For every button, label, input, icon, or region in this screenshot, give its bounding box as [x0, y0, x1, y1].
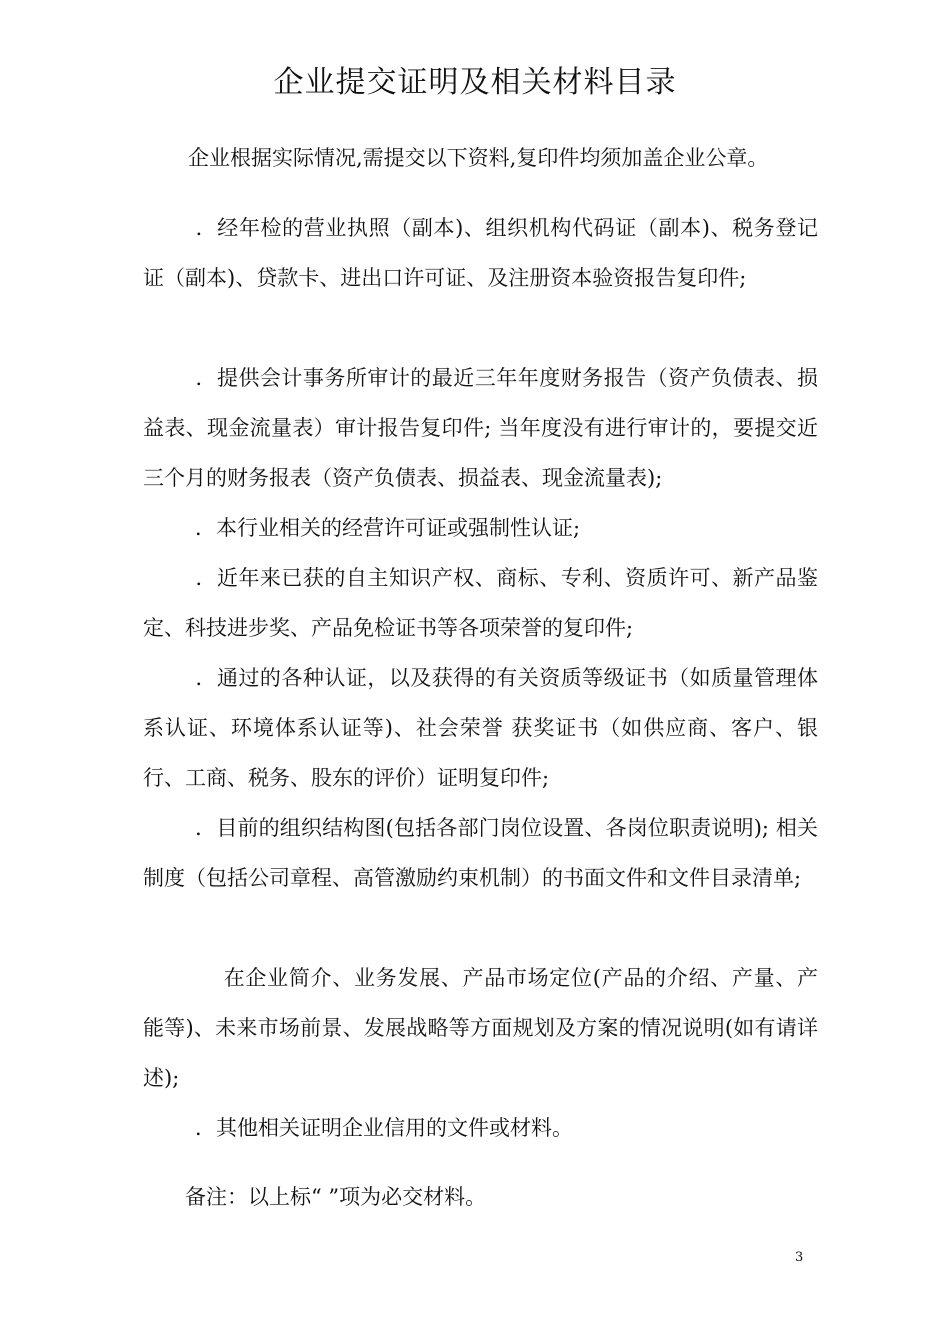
list-item-industry-license: [143, 503, 818, 553]
document-title: 企业提交证明及相关材料目录: [273, 65, 677, 100]
list-item-text: ．其他相关证明企业信用的文件或材料。: [195, 1116, 573, 1140]
list-item-text: ．经年检的营业执照（副本)、组织机构代码证（副本)、税务登记证（副本)、贷款卡、进出口许可证、及注册资本验资报告复印件;: [143, 216, 818, 290]
list-item-text: ．近年来已获的自主知识产权、商标、专利、资质许可、新产品鉴定、科技进步奖、产品免检证书等各项荣誉的复印件;: [143, 566, 818, 640]
list-item-text: ．目前的组织结构图(包括各部门岗位设置、各岗位职责说明); 相关制度（包括公司章程、高管激励约束机制）的书面文件和文件目录清单;: [143, 816, 818, 890]
list-item-certifications: [143, 653, 818, 803]
page-number: 3: [795, 1250, 804, 1265]
note-text: 备注：以上标“ ”项为必交材料。: [185, 1185, 487, 1209]
list-item-text: ．通过的各种认证，以及获得的有关资质等级证书（如质量管理体系认证、环境体系认证等)、社会荣誉 获奖证书（如供应商、客户、银行、工商、税务、股东的评价）证明复印件;: [143, 666, 818, 790]
list-item-text: ．本行业相关的经营许可证或强制性认证;: [195, 516, 581, 540]
list-item-financial-report: [143, 353, 818, 503]
list-item-other-documents: [143, 1103, 818, 1153]
list-item-company-profile: [143, 953, 818, 1103]
list-item-intellectual-property: [143, 553, 818, 653]
list-item-business-license: [143, 203, 818, 303]
list-item-text: 在企业简介、业务发展、产品市场定位(产品的介绍、产量、产能等)、未来市场前景、发展战略等方面规划及方案的情况说明(如有请详述);: [143, 966, 818, 1090]
intro-paragraph: 企业根据实际情况,需提交以下资料,复印件均须加盖企业公章。: [188, 146, 769, 170]
list-item-organization-chart: [143, 803, 818, 903]
list-item-text: ．提供会计事务所审计的最近三年年度财务报告（资产负债表、损益表、现金流量表）审计报告复印件; 当年度没有进行审计的，要提交近三个月的财务报表（资产负债表、损益表、现金流量表);: [143, 366, 818, 490]
